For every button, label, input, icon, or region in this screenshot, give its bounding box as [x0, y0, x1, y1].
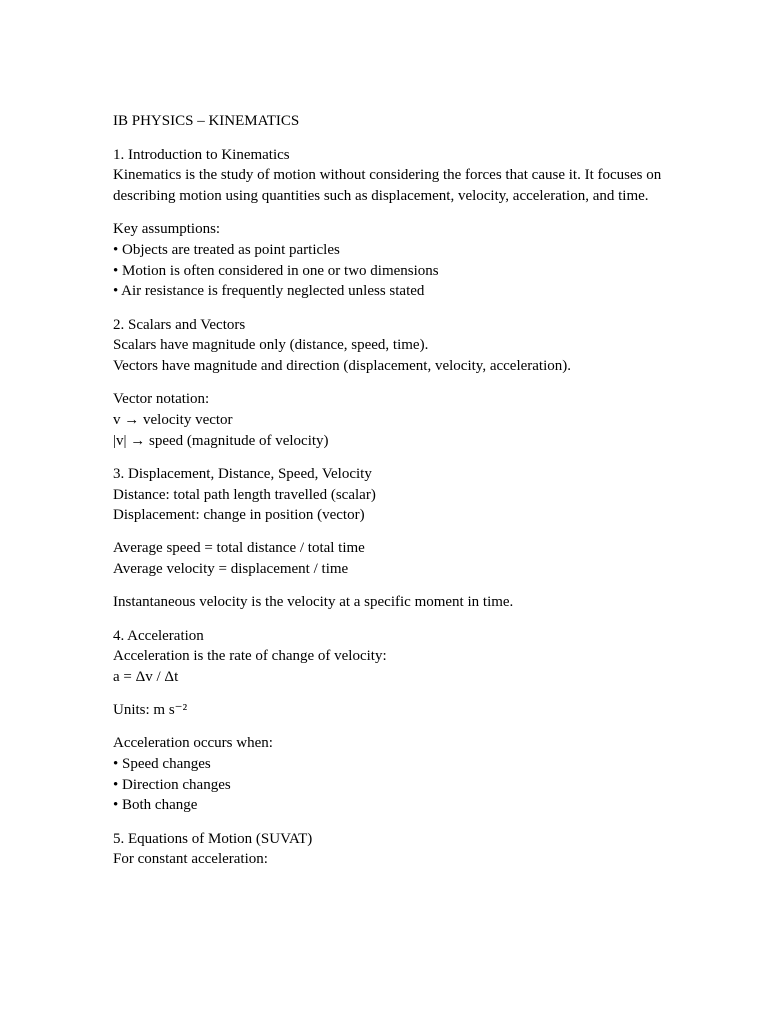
section-equations-of-motion: [113, 829, 668, 870]
units-block: [113, 700, 668, 721]
list-label: Vector notation:: [113, 391, 210, 408]
paragraph-text: Instantaneous velocity is the velocity at a specific moment in time.: [113, 594, 514, 611]
formula-line: a = Δv / Δt: [113, 668, 179, 685]
paragraph-text: Displacement: change in position (vector): [113, 507, 365, 524]
list-item: • Both change: [113, 797, 198, 814]
paragraph-text: Vectors have magnitude and direction (displacement, velocity, acceleration).: [113, 358, 572, 375]
section-displacement: [113, 464, 668, 526]
paragraph-text: For constant acceleration:: [113, 851, 268, 868]
list-item: • Objects are treated as point particles: [113, 242, 340, 259]
list-item: • Direction changes: [113, 776, 231, 793]
section-acceleration: [113, 626, 668, 688]
document-title: IB PHYSICS – KINEMATICS: [113, 113, 300, 129]
notation-line: v → velocity vector: [113, 411, 233, 428]
section-heading: 1. Introduction to Kinematics: [113, 146, 290, 163]
formula-line: Average velocity = displacement / time: [113, 561, 349, 578]
list-label: Acceleration occurs when:: [113, 735, 273, 752]
paragraph-text: Acceleration is the rate of change of velocity:: [113, 648, 387, 665]
section-heading: 3. Displacement, Distance, Speed, Velocity: [113, 465, 372, 482]
list-item: • Air resistance is frequently neglected unless stated: [113, 283, 425, 300]
average-formulas-block: [113, 538, 668, 579]
list-item: • Speed changes: [113, 756, 211, 773]
section-introduction: [113, 145, 668, 207]
notation-line: |v| → speed (magnitude of velocity): [113, 432, 329, 449]
acceleration-occurs-block: [113, 733, 668, 816]
section-scalars-vectors: [113, 315, 668, 377]
units-line: Units: m s⁻²: [113, 702, 188, 719]
key-assumptions-block: [113, 219, 668, 302]
paragraph-text: Kinematics is the study of motion without considering the forces that cause it. It focuses on describing motion using quantities such as displacement, velocity, acceleration, and time.: [113, 167, 662, 205]
section-heading: 5. Equations of Motion (SUVAT): [113, 830, 313, 847]
formula-line: Average speed = total distance / total time: [113, 540, 365, 557]
instantaneous-block: [113, 592, 668, 613]
paragraph-text: Distance: total path length travelled (scalar): [113, 486, 376, 503]
section-heading: 2. Scalars and Vectors: [113, 316, 246, 333]
list-item: • Motion is often considered in one or two dimensions: [113, 262, 439, 279]
list-label: Key assumptions:: [113, 221, 221, 238]
section-heading: 4. Acceleration: [113, 627, 204, 644]
paragraph-text: Scalars have magnitude only (distance, speed, time).: [113, 337, 429, 354]
vector-notation-block: [113, 389, 668, 451]
